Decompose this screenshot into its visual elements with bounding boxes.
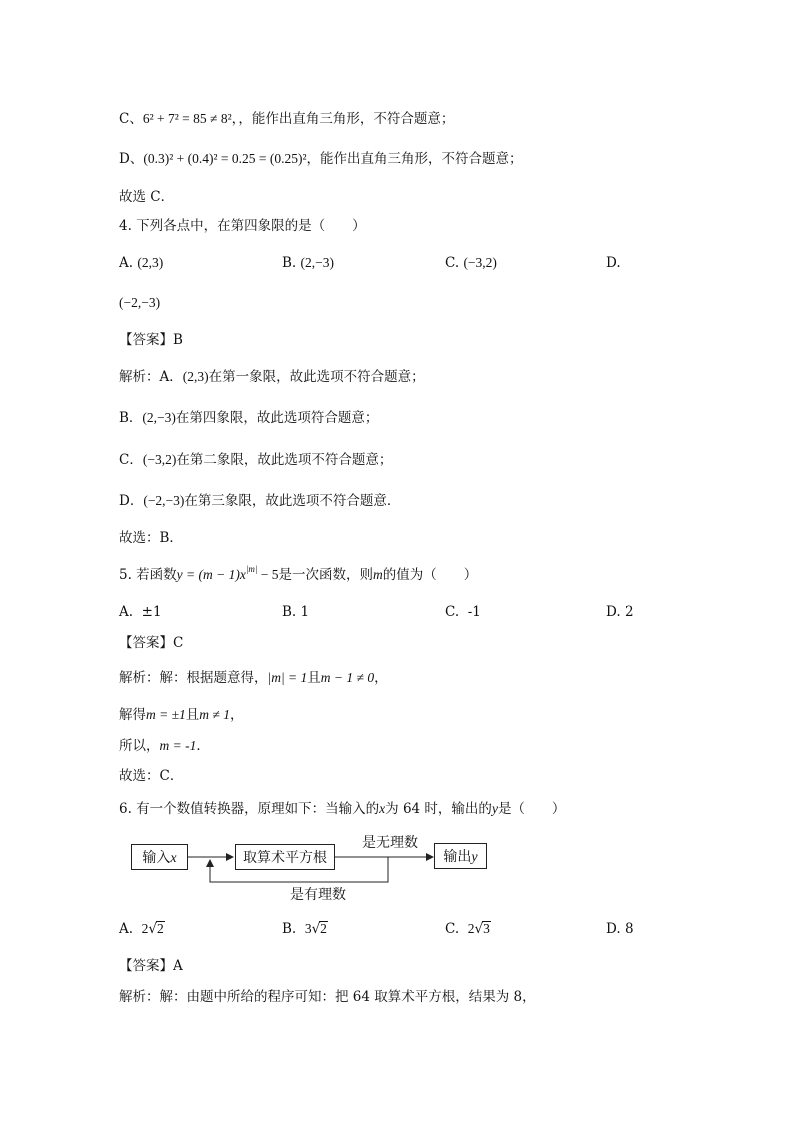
analysis-text: 在第一象限，故此选项不符合题意； <box>208 369 425 385</box>
stem-text: 为 64 时，输出的 <box>385 801 492 817</box>
option-coefficient: 2 <box>467 921 475 936</box>
q4-conclusion: 故选：B． <box>119 530 183 546</box>
input-variable: x <box>170 851 177 866</box>
irrational-label: 是无理数 <box>362 835 418 851</box>
option-radicand: 2 <box>320 921 327 936</box>
analysis-text: 在第四象限，故此选项符合题意； <box>175 410 379 426</box>
math-expression: (2,−3) <box>142 410 176 425</box>
option-value: 1 <box>300 604 310 620</box>
q4-analysis-d <box>119 492 400 510</box>
stem-text: 6. 有一个数值转换器，原理如下：当输入的 <box>119 801 380 817</box>
analysis-prefix: D． <box>119 493 144 509</box>
output-label: 输出 <box>443 849 472 865</box>
option-radicand: 2 <box>157 921 164 936</box>
option-label: C. <box>445 604 460 620</box>
q4-option-d[interactable] <box>606 254 621 272</box>
q6-option-a[interactable] <box>119 920 165 938</box>
analysis-text: 解析：解：根据题意得， <box>119 670 268 686</box>
math-expression: (−3,2) <box>142 452 177 467</box>
option-value: ±1 <box>141 604 162 620</box>
analysis-prefix: C． <box>119 452 143 468</box>
option-label: A. <box>119 604 134 620</box>
stem-text: 是（ ） <box>497 801 566 817</box>
math-expression: (0.3)² + (0.4)² = 0.25 = (0.25)² <box>143 151 307 166</box>
output-variable: y <box>471 850 478 865</box>
q6-option-b[interactable] <box>282 920 328 938</box>
arrow-feedback-loop <box>210 857 388 882</box>
analysis-text: 且 <box>307 670 321 686</box>
sqrt-icon: √ <box>311 921 321 937</box>
analysis-text: ， <box>229 707 244 723</box>
q5-option-d[interactable] <box>606 603 634 621</box>
analysis-text: 在第二象限，故此选项不符合题意； <box>176 452 393 468</box>
analysis-text: 所以， <box>119 738 160 754</box>
option-label: A. <box>119 255 134 271</box>
math-expression: (2,3) <box>182 369 209 384</box>
option-label: D. <box>606 604 621 620</box>
input-box <box>131 844 188 870</box>
q4-stem: 4. 下列各点中，在第四象限的是（ ） <box>119 218 366 234</box>
sqrt-icon: √ <box>474 921 484 937</box>
q6-stem <box>119 800 565 818</box>
q4-analysis-c <box>119 451 392 469</box>
math-expression: m = -1 <box>159 738 197 753</box>
analysis-text: 且 <box>185 707 200 723</box>
q6-analysis: 解析：解：由题中所给的程序可知：把 64 取算术平方根，结果为 8， <box>119 989 536 1005</box>
stem-text: 5. 若函数 <box>119 567 177 583</box>
math-expression: 6² + 7² = 85 ≠ 8² <box>142 111 232 126</box>
option-value: (2,−3) <box>300 255 334 270</box>
q4-option-a[interactable] <box>119 254 163 272</box>
option-c-explanation <box>119 110 454 128</box>
math-expression: (−2,−3) <box>143 493 185 508</box>
q6-option-d[interactable] <box>606 920 634 938</box>
option-label: D. <box>606 921 621 937</box>
rational-label: 是有理数 <box>290 887 346 903</box>
q6-option-c[interactable] <box>445 920 491 938</box>
q4-option-b[interactable] <box>282 254 334 272</box>
math-variable: x <box>379 801 386 816</box>
q3-conclusion: 故选 C． <box>119 189 175 205</box>
q5-conclusion: 故选：C． <box>119 768 184 784</box>
math-expression: m = ±1 <box>146 707 186 722</box>
analysis-text: 在第三象限，故此选项不符合题意． <box>184 493 401 509</box>
q4-option-d-value: (−2,−3) <box>119 295 161 310</box>
analysis-text: ． <box>196 738 210 754</box>
analysis-text: 解得 <box>119 707 146 723</box>
option-label: A. <box>119 921 134 937</box>
math-expression: m ≠ 1 <box>199 707 230 722</box>
option-prefix: D、 <box>119 151 144 167</box>
q4-option-c[interactable] <box>445 254 497 272</box>
q5-analysis-2 <box>119 706 243 724</box>
analysis-prefix: 解析：A． <box>119 369 183 385</box>
q5-analysis-1 <box>119 669 388 687</box>
option-value: (2,3) <box>137 255 164 270</box>
math-expression: − 5 <box>257 567 279 582</box>
sqrt-icon: √ <box>148 921 157 937</box>
q5-option-a[interactable] <box>119 603 162 621</box>
q5-option-b[interactable] <box>282 603 309 621</box>
q5-analysis-3 <box>119 737 210 755</box>
option-coefficient: 2 <box>141 921 149 936</box>
q5-option-c[interactable] <box>445 603 481 621</box>
q4-answer: 【答案】B <box>119 332 183 348</box>
option-label: C. <box>445 255 460 271</box>
q5-answer: 【答案】C <box>119 635 184 651</box>
analysis-text: ， <box>374 670 388 686</box>
input-label: 输入 <box>142 850 171 866</box>
explanation-text: ，能作出直角三角形，不符合题意； <box>306 151 523 167</box>
option-radicand: 3 <box>483 921 490 936</box>
option-value: -1 <box>467 604 481 620</box>
q5-stem <box>119 566 477 584</box>
option-prefix: C、 <box>119 111 143 127</box>
q6-answer: 【答案】A <box>119 958 183 974</box>
explanation-text: ，，能作出直角三角形，不符合题意； <box>231 111 455 127</box>
math-expression: m − 1 ≠ 0 <box>320 670 375 685</box>
analysis-prefix: B． <box>119 410 143 426</box>
option-value: 8 <box>624 921 634 937</box>
output-box <box>434 843 487 869</box>
math-variable: y <box>491 801 498 816</box>
math-expression: |m| = 1 <box>267 670 308 685</box>
process-box: 取算术平方根 <box>235 844 335 870</box>
option-label: B. <box>282 921 297 937</box>
option-label: C. <box>445 921 460 937</box>
option-label: B. <box>282 255 297 271</box>
stem-text: 是一次函数，则 <box>278 567 373 583</box>
option-d-explanation <box>119 150 523 168</box>
q4-analysis-b <box>119 409 378 427</box>
option-label: B. <box>282 604 297 620</box>
stem-text: 的值为（ ） <box>382 567 478 583</box>
math-expression: y = (m − 1)x <box>176 567 246 582</box>
option-label: D. <box>606 255 621 271</box>
option-value: (−3,2) <box>463 255 497 270</box>
q4-analysis-a <box>119 368 425 386</box>
option-value: 2 <box>624 604 634 620</box>
option-coefficient: 3 <box>304 921 312 936</box>
math-exponent: |m| <box>245 564 258 574</box>
math-variable: m <box>372 567 383 582</box>
